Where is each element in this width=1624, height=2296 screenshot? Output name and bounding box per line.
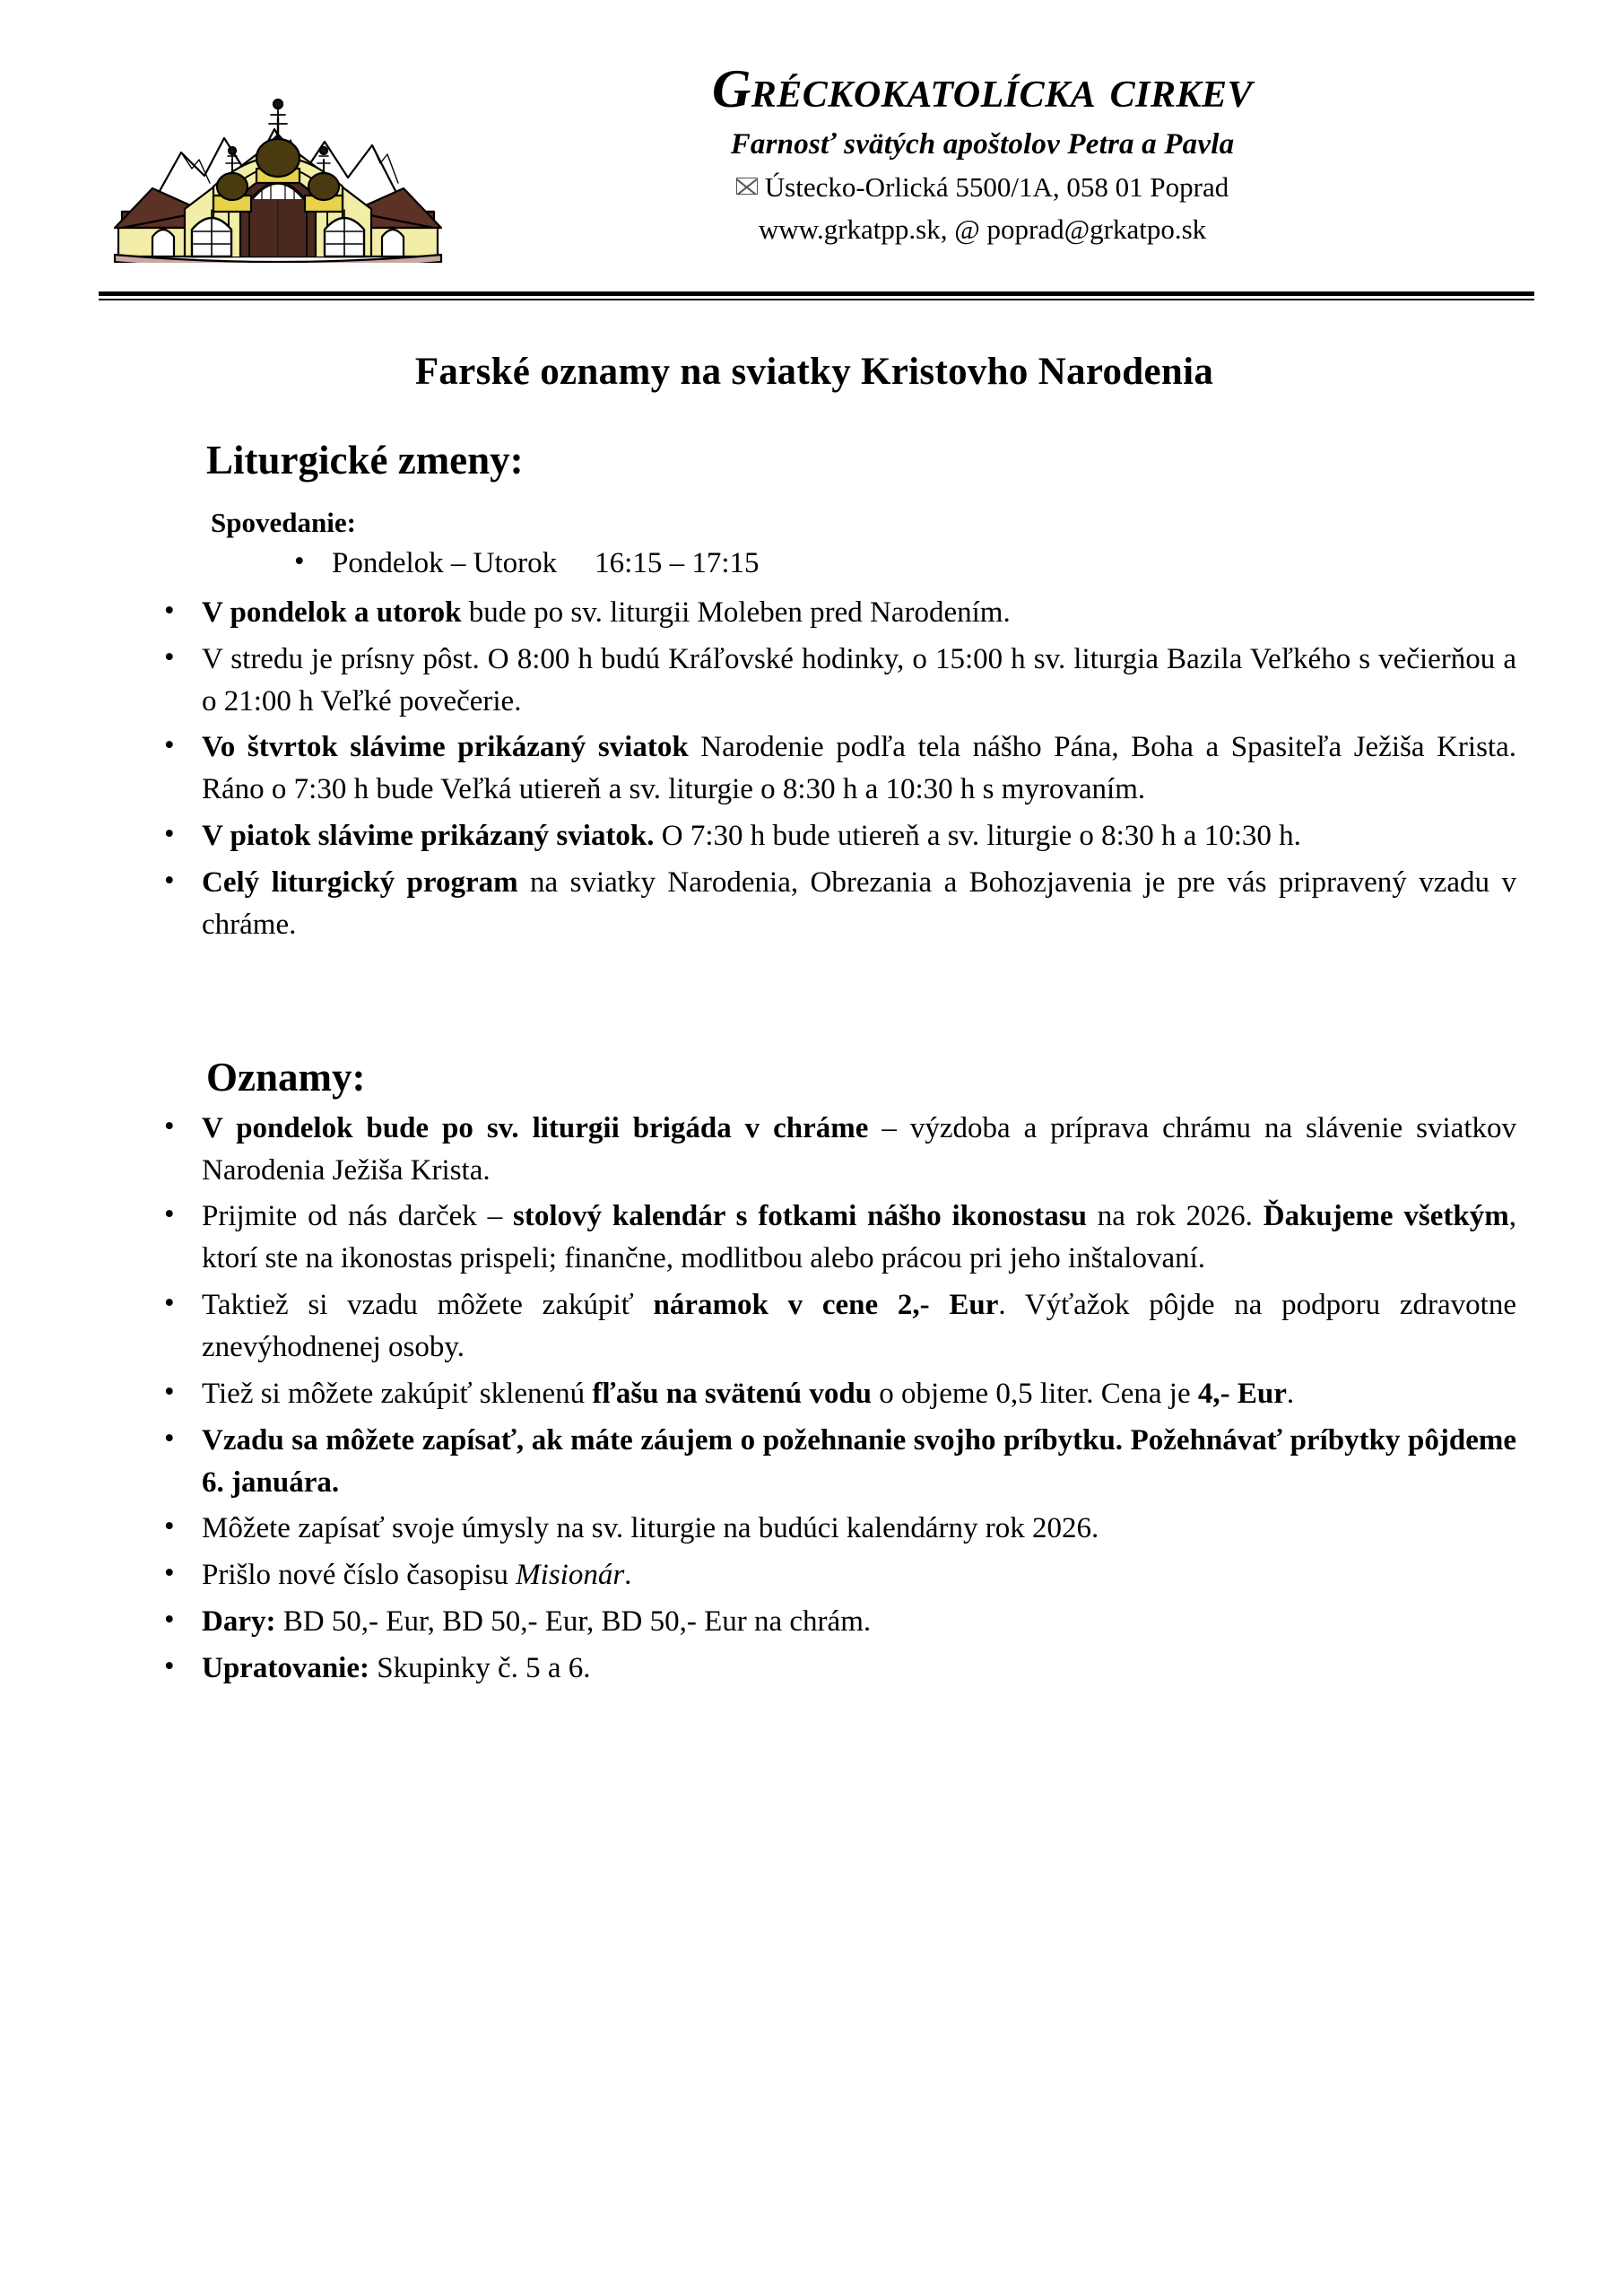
body-text: o objeme 0,5 liter. Cena je <box>872 1377 1198 1410</box>
header-divider <box>99 291 1534 300</box>
page-title: Farské oznamy na sviatky Kristovho Narodenia <box>414 351 1214 393</box>
list-item <box>112 1284 1516 1369</box>
list-item <box>112 1420 1516 1504</box>
parish-subtitle: Farnosť svätých apoštolov Petra a Pavla <box>730 128 1235 161</box>
list-item <box>112 1373 1516 1415</box>
section-oznamy <box>112 1054 1516 1690</box>
web-email-line: www.grkatpp.sk, @ poprad@grkatpo.sk <box>758 213 1207 245</box>
document-content <box>0 350 1624 1690</box>
body-text: . <box>624 1559 632 1592</box>
emphasis-text: stolový kalendár s fotkami nášho ikonostasu <box>513 1200 1087 1233</box>
list-item <box>112 726 1516 811</box>
emphasis-text: Celý liturgický program <box>202 866 518 900</box>
list-item <box>112 639 1516 723</box>
church-logo-graphic <box>99 52 457 263</box>
italic-text: Misionár <box>516 1559 625 1592</box>
body-text: . <box>1286 1377 1295 1410</box>
sub-heading-spovedanie: Spovedanie: <box>211 507 356 538</box>
list-item <box>112 1601 1516 1643</box>
list-item <box>112 815 1516 857</box>
envelope-icon <box>736 178 758 195</box>
emphasis-text: Vzadu sa môžete zapísať, ak máte záujem o požehnanie svojho príbytku. Požehnávať príbytky pôjdeme 6. januára. <box>202 1423 1516 1499</box>
emphasis-text: náramok v cene 2,- Eur <box>653 1289 999 1322</box>
letterhead <box>0 0 1624 263</box>
body-text: Taktiež si vzadu môžete zakúpiť <box>202 1289 654 1322</box>
spovedanie-time: 16:15 – 17:15 <box>595 547 760 579</box>
emphasis-text: V pondelok bude po sv. liturgii brigáda v chráme <box>202 1111 869 1144</box>
list-item <box>112 543 1516 585</box>
body-text: Prijmite od nás darček – <box>202 1200 513 1233</box>
letterhead-text <box>457 47 1534 246</box>
list-item <box>112 1508 1516 1550</box>
emphasis-text: Vo štvrtok slávime prikázaný sviatok <box>202 731 689 764</box>
list-item <box>112 592 1516 634</box>
body-text: Prišlo nové číslo časopisu <box>202 1559 517 1592</box>
liturgicke-zmeny-list <box>112 592 1516 946</box>
body-text: Skupinky č. 5 a 6. <box>369 1652 591 1685</box>
section-heading: Liturgické zmeny: <box>206 438 524 483</box>
emphasis-text: 4,- Eur <box>1197 1377 1287 1410</box>
list-item <box>112 1554 1516 1596</box>
emphasis-text: fľašu na svätenú vodu <box>592 1377 873 1410</box>
body-text: – výzdoba a príprava chrámu na slávenie sviatkov Narodenia Ježiša Krista. <box>202 1111 1516 1187</box>
body-text: bude po sv. liturgii Moleben pred Narodením. <box>461 596 1011 629</box>
list-item <box>112 862 1516 946</box>
body-text: na rok 2026. <box>1086 1200 1264 1233</box>
list-item <box>112 1108 1516 1192</box>
emphasis-text: Upratovanie: <box>202 1652 369 1685</box>
emphasis-text: Dary: <box>202 1605 276 1639</box>
body-text: na sviatky Narodenia, Obrezania a Bohozjavenia je pre vás pripravený vzadu v chráme. <box>202 866 1516 941</box>
body-text: Narodenie podľa tela nášho Pána, Boha a Spasiteľa Ježiša Krista. Ráno o 7:30 h bude Veľká utiereň a sv. liturgie o 8:30 h a 10:30 h s myrovaním. <box>202 731 1516 806</box>
spovedanie-days: Pondelok – Utorok <box>332 547 558 579</box>
emphasis-text: V pondelok a utorok <box>202 596 462 629</box>
section-heading: Oznamy: <box>206 1054 366 1100</box>
emphasis-text: V piatok slávime prikázaný sviatok. <box>202 820 655 853</box>
list-item <box>112 1648 1516 1690</box>
address-text: Ústecko-Orlická 5500/1A, 058 01 Poprad <box>764 171 1229 203</box>
oznamy-list <box>112 1108 1516 1690</box>
body-text: BD 50,- Eur, BD 50,- Eur, BD 50,- Eur na chrám. <box>275 1605 872 1639</box>
body-text: Tiež si môžete zakúpiť sklenenú <box>202 1377 593 1410</box>
emphasis-text: Ďakujeme všetkým <box>1263 1200 1509 1233</box>
body-text: Môžete zapísať svoje úmysly na sv. liturgie na budúci kalendárny rok 2026. <box>202 1512 1099 1545</box>
body-text: O 7:30 h bude utiereň a sv. liturgie o 8:30 h a 10:30 h. <box>654 820 1301 853</box>
address-line <box>457 171 1507 204</box>
body-text: . Výťažok pôjde na podporu zdravotne znevýhodnenej osoby. <box>202 1289 1516 1364</box>
section-liturgicke-zmeny <box>112 437 1516 946</box>
spovedanie-list <box>112 543 1516 585</box>
organization-title: Gréckokatolícka cirkev <box>711 59 1254 118</box>
body-text: , ktorí ste na ikonostas prispeli; finančne, modlitbou alebo prácou pri jeho inštalovaní. <box>202 1200 1516 1275</box>
body-text: V stredu je prísny pôst. O 8:00 h budú Kráľovské hodinky, o 15:00 h sv. liturgia Bazila Veľkého s večierňou a o 21:00 h Veľké povečerie. <box>202 642 1516 718</box>
church-logo <box>99 52 457 263</box>
list-item <box>112 1196 1516 1280</box>
